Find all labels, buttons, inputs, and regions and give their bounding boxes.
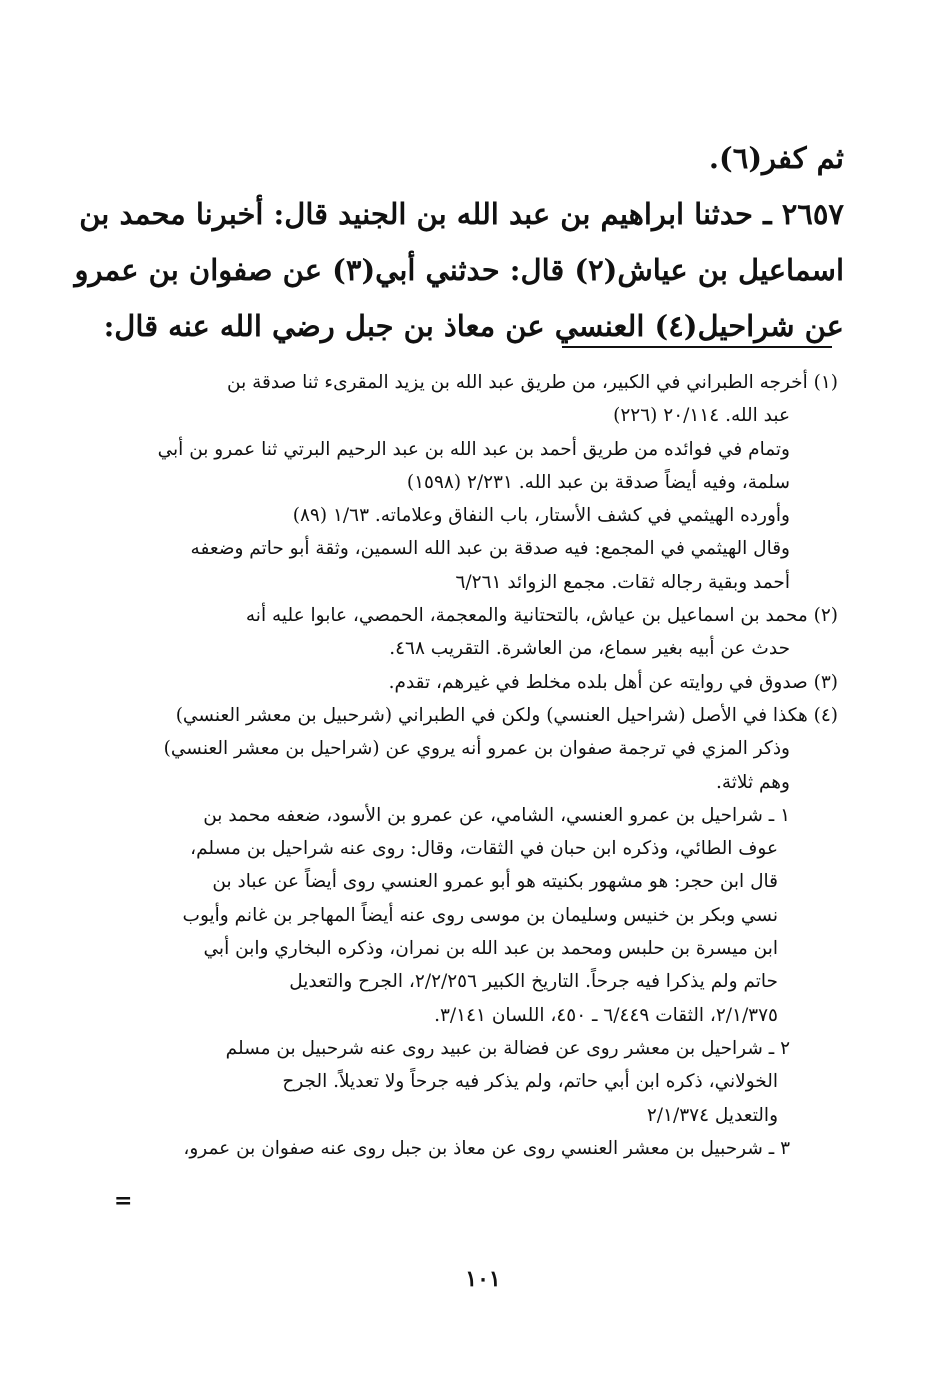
main-line-1: ثم كفر(٦). <box>708 141 844 175</box>
main-text-block <box>74 130 844 354</box>
footnote-line: ٢/١/٣٧٥، الثقات ٦/٤٤٩ ـ ٤٥٠، اللسان ٣/١٤١. <box>434 1004 778 1026</box>
footnote-line: وهم ثلاثة. <box>715 771 790 793</box>
footnote-line: سلمة، وفيه أيضاً صدقة بن عبد الله. ٢/٢٣١ (١٥٩٨) <box>406 471 790 493</box>
footnote-line: حدث عن أبيه بغير سماع، من العاشرة. التقريب ٤٦٨. <box>389 638 790 660</box>
footnote-line: والتعديل ٢/١/٣٧٤ <box>646 1104 778 1126</box>
footnote-line: عوف الطائي، وذكره ابن حبان في الثقات، وقال: روى عنه شراحيل بن مسلم، <box>190 838 778 860</box>
footnote-line: ابن ميسرة بن حلبس ومحمد بن عبد الله بن نمران، وذكره البخاري وابن أبي <box>203 938 778 960</box>
footnote-line: ١ ـ شراحيل بن عمرو العنسي، الشامي، عن عمرو بن الأسود، ضعفه محمد بن <box>203 804 790 826</box>
footnote-line: (١) أخرجه الطبراني في الكبير، من طريق عبد الله بن يزيد المقرىء ثنا صدقة بن <box>227 372 838 393</box>
footnote-line: وقال الهيثمي في المجمع: فيه صدقة بن عبد الله السمين، وثقة أبو حاتم وضعفه <box>190 538 790 560</box>
footnote-line: عبد الله. ٢٠/١١٤ (٢٢٦) <box>613 405 790 427</box>
footnote-line: وأورده الهيثمي في كشف الأستار، باب النفاق وعلاماته. ١/٦٣ (٨٩) <box>292 505 790 527</box>
continuation-mark: = <box>114 1188 133 1214</box>
main-line-3: اسماعيل بن عياش(٢) قال: حدثني أبي(٣) عن صفوان بن عمرو <box>74 253 844 287</box>
page-number: ١٠١ <box>465 1266 501 1292</box>
main-line-2: ٢٦٥٧ ـ حدثنا ابراهيم بن عبد الله بن الجنيد قال: أخبرنا محمد بن <box>79 197 844 231</box>
footnote-line: نسي وبكر بن خنيس وسليمان بن موسى روى عنه أيضاً المهاجر بن غانم وأيوب <box>182 904 778 926</box>
footnote-line: وذكر المزي في ترجمة صفوان بن عمرو أنه يروي عن (شراحيل بن معشر العنسي) <box>163 738 790 760</box>
footnote-line: أحمد وبقية رجاله ثقات. مجمع الزوائد ٦/٢٦١ <box>455 571 790 593</box>
footnote-line: (٣) صدوق في روايته عن أهل بلده مخلط في غيرهم، تقدم. <box>388 671 838 693</box>
footnotes-block <box>134 366 838 1165</box>
footnote-line: الخولاني، ذكره ابن أبي حاتم، ولم يذكر فيه جرحاً ولا تعديلاً. الجرح <box>282 1071 778 1093</box>
footnote-line: قال ابن حجر: هو مشهور بكنيته هو أبو عمرو العنسي روى أيضاً عن عباد بن <box>212 871 778 893</box>
footnote-line: (٢) محمد بن اسماعيل بن عياش، بالتحتانية والمعجمة، الحمصي، عابوا عليه أنه <box>245 605 838 627</box>
footnote-line: وتمام في فوائده من طريق أحمد بن عبد الله بن عبد الرحيم البرتي ثنا عمرو بن أبي <box>157 438 790 460</box>
footnote-line: (٤) هكذا في الأصل (شراحيل العنسي) ولكن في الطبراني (شرحبيل بن معشر العنسي) <box>175 704 838 726</box>
footnote-line: حاتم ولم يذكرا فيه جرحاً. التاريخ الكبير ٢/٢/٢٥٦، الجرح والتعديل <box>289 971 778 993</box>
footnote-line: ٢ ـ شراحيل بن معشر روى عن فضالة بن عبيد روى عنه شرحبيل بن مسلم <box>225 1037 790 1059</box>
main-line-4: عن شراحيل(٤) العنسي عن معاذ بن جبل رضي الله عنه قال: <box>103 309 844 343</box>
footnote-separator <box>562 346 832 348</box>
footnote-line: ٣ ـ شرحبيل بن معشر العنسي روى عن معاذ بن جبل روى عنه صفوان بن عمرو، <box>183 1137 790 1159</box>
